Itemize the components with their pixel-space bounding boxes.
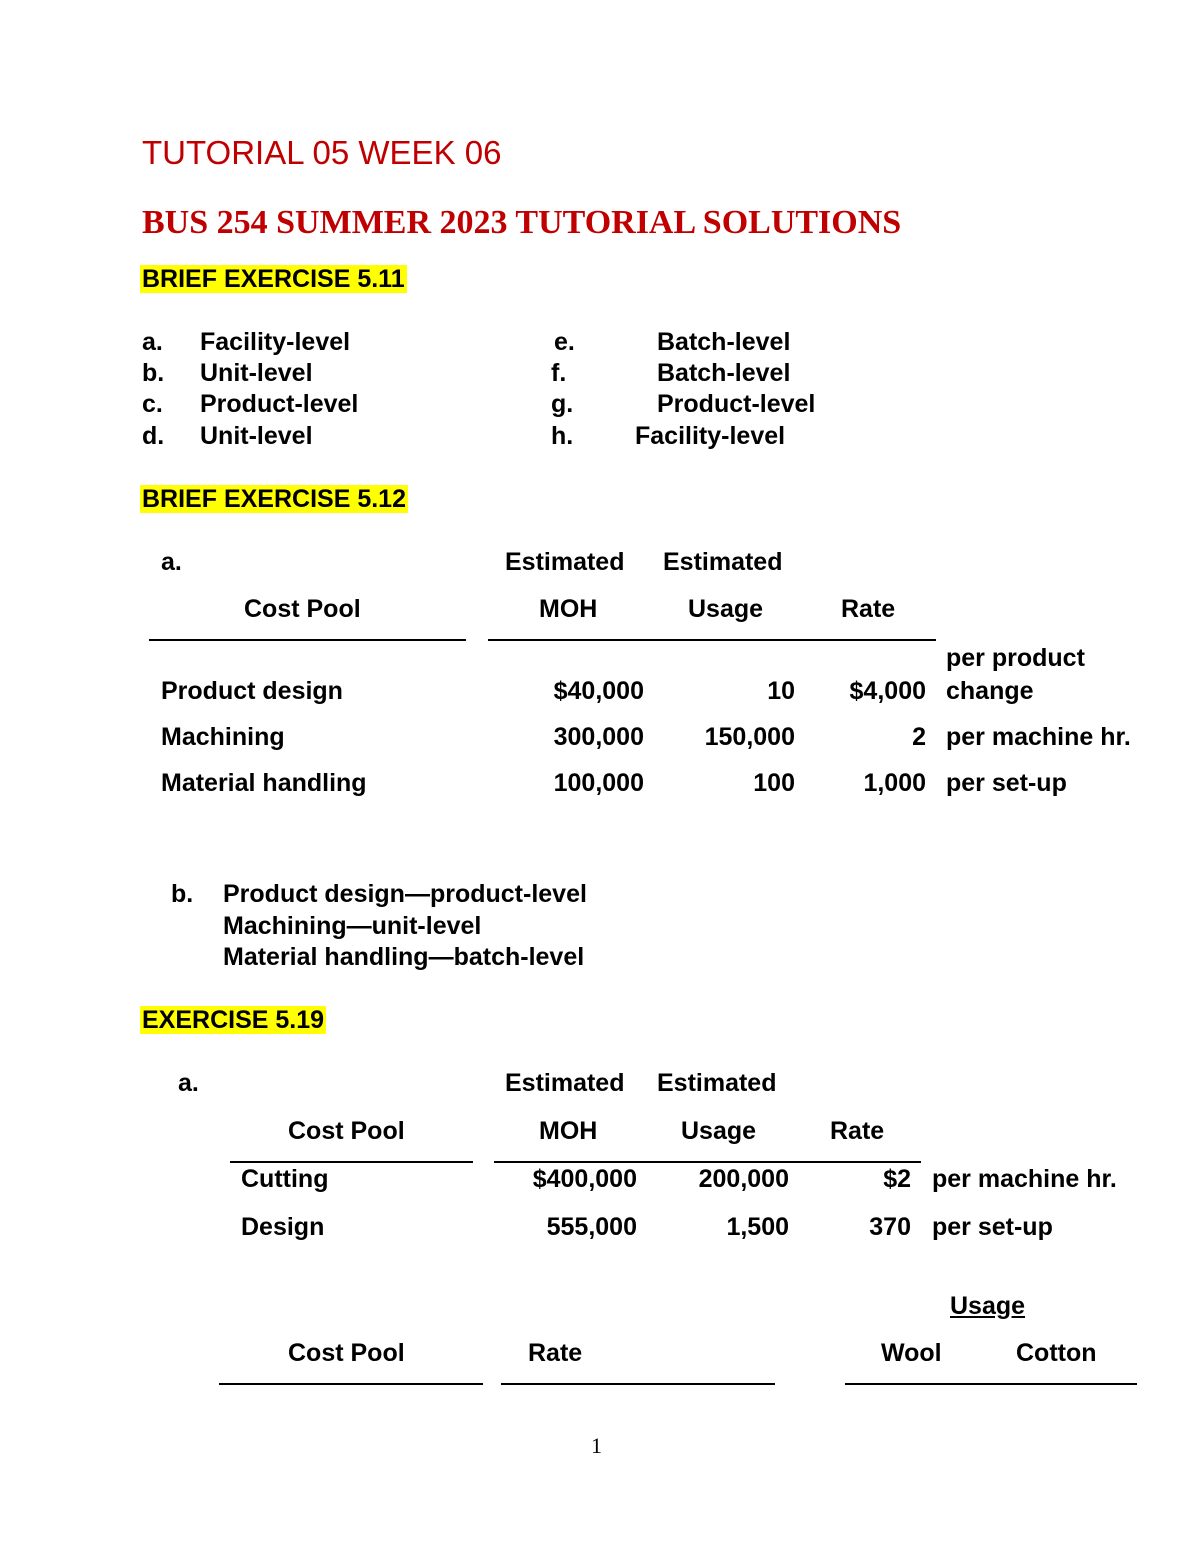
be512-part-a-label: a. xyxy=(161,548,182,576)
ex519-row1-usage: 200,000 xyxy=(698,1165,789,1193)
ex519-heading: EXERCISE 5.19 xyxy=(142,1006,325,1034)
be512-row1-unit-line2: change xyxy=(946,677,1034,705)
ex519-table2-cost-pool-header: Cost Pool xyxy=(288,1339,405,1367)
be512-row3-pool: Material handling xyxy=(161,769,367,797)
page-number: 1 xyxy=(591,1433,602,1458)
be512-header-estimated-usage: Estimated xyxy=(663,548,783,576)
be512-part-b-label: b. xyxy=(171,880,194,908)
be511-answer-c: Product-level xyxy=(200,390,359,418)
be511-letter-h: h. xyxy=(551,422,574,450)
ex519-table2-usage-header: Usage xyxy=(950,1292,1026,1320)
be512-row3-rate: 1,000 xyxy=(863,769,926,797)
course-title: BUS 254 SUMMER 2023 TUTORIAL SOLUTIONS xyxy=(142,204,902,241)
be512-row1-unit-line1: per product xyxy=(946,644,1085,672)
ex519-header-moh: MOH xyxy=(539,1117,598,1145)
be512-heading: BRIEF EXERCISE 5.12 xyxy=(142,485,406,513)
be512-b-line-1: Product design—product-level xyxy=(223,880,587,908)
be512-header-usage: Usage xyxy=(688,595,764,623)
ex519-header-cost-pool: Cost Pool xyxy=(288,1117,405,1145)
ex519-rule-left xyxy=(230,1161,473,1163)
ex519-row2-rate: 370 xyxy=(869,1213,911,1241)
be511-letter-c: c. xyxy=(142,390,163,418)
ex519-row2-unit: per set-up xyxy=(932,1213,1053,1241)
ex519-table2-wool-header: Wool xyxy=(881,1339,942,1367)
ex519-header-rate: Rate xyxy=(830,1117,885,1145)
ex519-table2-rule-rate xyxy=(501,1383,775,1385)
be511-letter-g: g. xyxy=(551,390,574,418)
be511-letter-b: b. xyxy=(142,359,165,387)
be511-answer-h: Facility-level xyxy=(635,422,786,450)
be512-row1-usage: 10 xyxy=(767,677,795,705)
tutorial-title: TUTORIAL 05 WEEK 06 xyxy=(142,134,502,171)
ex519-row2-moh: 555,000 xyxy=(546,1213,637,1241)
be512-row2-pool: Machining xyxy=(161,723,285,751)
be512-row1-moh: $40,000 xyxy=(553,677,644,705)
ex519-row2-pool: Design xyxy=(241,1213,325,1241)
be512-row3-moh: 100,000 xyxy=(553,769,644,797)
ex519-row2-usage: 1,500 xyxy=(726,1213,789,1241)
ex519-row1-pool: Cutting xyxy=(241,1165,329,1193)
be511-letter-d: d. xyxy=(142,422,165,450)
be512-b-line-2: Machining—unit-level xyxy=(223,912,482,940)
be511-answer-b: Unit-level xyxy=(200,359,313,387)
be512-header-estimated-moh: Estimated xyxy=(505,548,625,576)
be511-letter-e: e. xyxy=(554,328,575,356)
be511-answer-g: Product-level xyxy=(657,390,816,418)
be512-header-moh: MOH xyxy=(539,595,598,623)
be512-rule-right xyxy=(488,639,936,641)
be511-answer-a: Facility-level xyxy=(200,328,351,356)
be512-row1-rate: $4,000 xyxy=(849,677,926,705)
be511-heading: BRIEF EXERCISE 5.11 xyxy=(142,265,405,293)
ex519-row1-rate: $2 xyxy=(883,1165,911,1193)
be512-header-rate: Rate xyxy=(841,595,896,623)
ex519-table2-cotton-header: Cotton xyxy=(1016,1339,1097,1367)
be512-row1-pool: Product design xyxy=(161,677,343,705)
be511-letter-a: a. xyxy=(142,328,163,356)
be512-row2-moh: 300,000 xyxy=(553,723,644,751)
ex519-row1-moh: $400,000 xyxy=(532,1165,637,1193)
ex519-header-estimated-usage: Estimated xyxy=(657,1069,777,1097)
be512-header-cost-pool: Cost Pool xyxy=(244,595,361,623)
be512-rule-left xyxy=(149,639,466,641)
be512-row2-rate: 2 xyxy=(912,723,926,751)
ex519-rule-right xyxy=(494,1161,921,1163)
be511-letter-f: f. xyxy=(551,359,567,387)
be512-row3-usage: 100 xyxy=(753,769,795,797)
ex519-table2-rule-usage xyxy=(845,1383,1137,1385)
be511-answer-d: Unit-level xyxy=(200,422,313,450)
ex519-row1-unit: per machine hr. xyxy=(932,1165,1117,1193)
be512-row3-unit: per set-up xyxy=(946,769,1067,797)
ex519-table2-rate-header: Rate xyxy=(528,1339,583,1367)
be511-answer-f: Batch-level xyxy=(657,359,791,387)
ex519-table2-rule-pool xyxy=(219,1383,483,1385)
be512-b-line-3: Material handling—batch-level xyxy=(223,943,585,971)
ex519-part-a-label: a. xyxy=(178,1069,199,1097)
ex519-header-estimated-moh: Estimated xyxy=(505,1069,625,1097)
ex519-header-usage: Usage xyxy=(681,1117,757,1145)
be511-answer-e: Batch-level xyxy=(657,328,791,356)
be512-row2-usage: 150,000 xyxy=(704,723,795,751)
be512-row2-unit: per machine hr. xyxy=(946,723,1131,751)
